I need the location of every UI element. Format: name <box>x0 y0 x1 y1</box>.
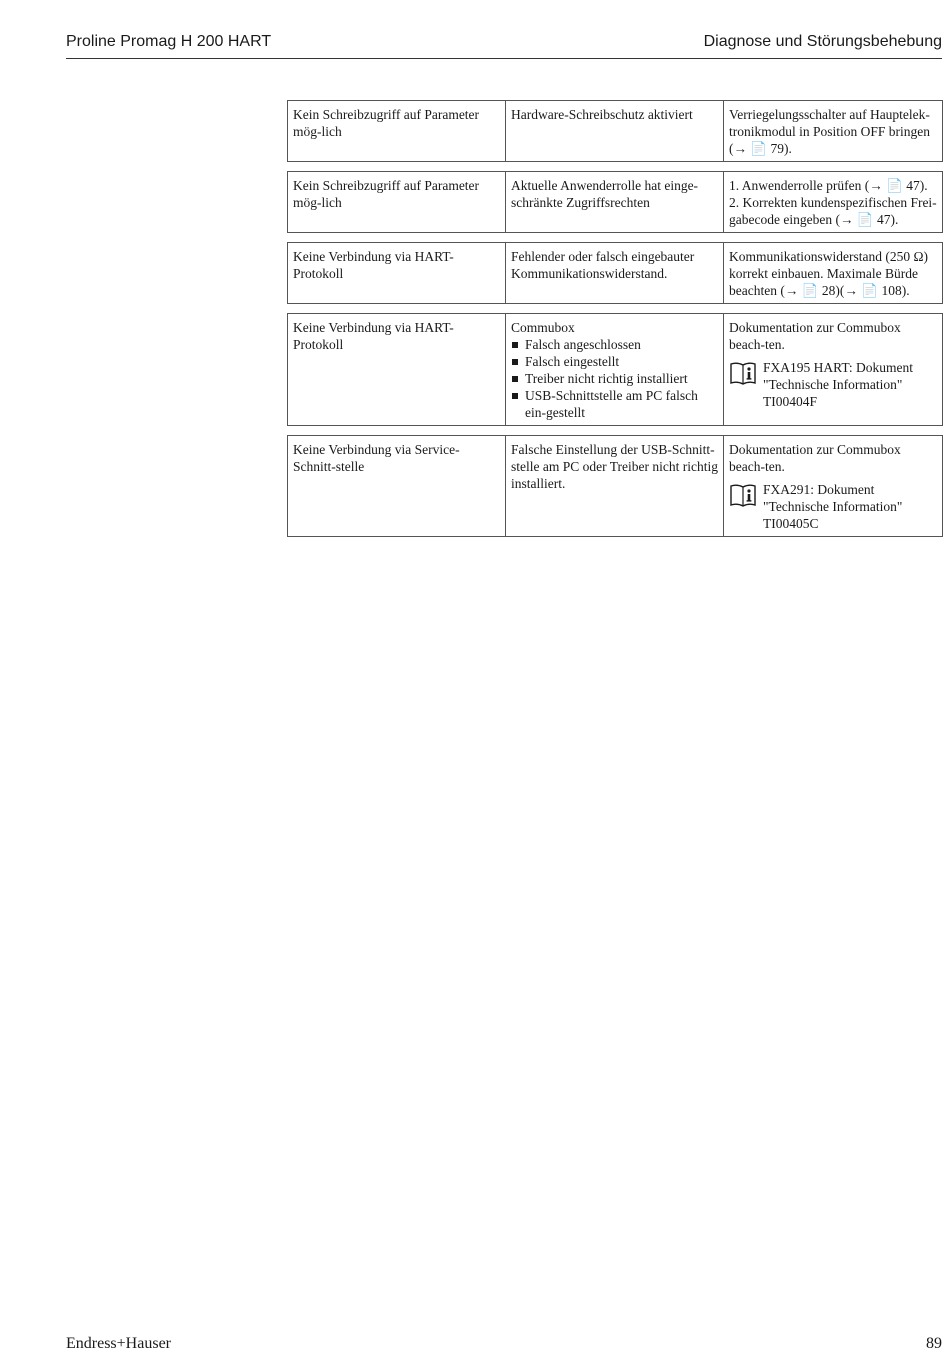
document-reference <box>729 359 937 410</box>
cause-cell: Aktuelle Anwenderrolle hat einge-schränkte Zugriffsrechten <box>506 172 724 233</box>
remedy-line: Verriegelungsschalter auf Hauptelek- <box>729 107 930 122</box>
remedy-line: Kommunikationswiderstand (250 Ω) <box>729 249 929 264</box>
error-cell: Keine Verbindung via HART-Protokoll <box>288 314 506 426</box>
remedy-line: gabecode eingeben (→ 📄 47). <box>729 212 899 227</box>
troubleshooting-row <box>287 313 943 426</box>
cause-cell: Fehlender oder falsch eingebauter Kommunikationswiderstand. <box>506 243 724 304</box>
remedy-text: Dokumentation zur Commubox beach-ten. <box>729 442 901 474</box>
remedy-line: tronikmodul in Position OFF bringen <box>729 124 931 139</box>
document-reference-text: FXA195 HART: Dokument "Technische Information" TI00404F <box>763 360 914 409</box>
book-info-icon <box>729 482 757 512</box>
cause-cell: Falsche Einstellung der USB-Schnitt-stelle am PC oder Treiber nicht richtig installiert. <box>506 436 724 537</box>
cause-list-item: USB-Schnittstelle am PC falsch ein-gestellt <box>511 387 718 421</box>
error-cell: Kein Schreibzugriff auf Parameter mög-lich <box>288 172 506 233</box>
cause-title: Commubox <box>511 320 575 335</box>
remedy-line: (→ 📄 79). <box>729 141 792 156</box>
footer-company-name: Endress+Hauser <box>66 1335 171 1352</box>
troubleshooting-tables <box>287 100 942 546</box>
cause-list <box>511 336 718 421</box>
remedy-text: Dokumentation zur Commubox beach-ten. <box>729 320 901 352</box>
error-cell: Keine Verbindung via HART-Protokoll <box>288 243 506 304</box>
troubleshooting-row <box>287 435 943 537</box>
cause-cell: Hardware-Schreibschutz aktiviert <box>506 101 724 162</box>
troubleshooting-row <box>287 171 943 233</box>
header-product-title: Proline Promag H 200 HART <box>66 33 272 50</box>
remedy-line: beachten (→ 📄 28)(→ 📄 108). <box>729 283 910 298</box>
troubleshooting-row <box>287 242 943 304</box>
error-cell: Kein Schreibzugriff auf Parameter mög-lich <box>288 101 506 162</box>
book-info-icon <box>729 360 757 390</box>
cause-cell <box>506 314 724 426</box>
page-header <box>66 30 942 59</box>
troubleshooting-row <box>287 100 943 162</box>
remedy-cell <box>724 172 943 233</box>
error-cell: Keine Verbindung via Service-Schnitt-stelle <box>288 436 506 537</box>
remedy-cell <box>724 436 943 537</box>
document-reference <box>729 481 937 532</box>
cause-list-item: Falsch angeschlossen <box>511 336 718 353</box>
header-section-title: Diagnose und Störungsbehebung <box>703 33 942 50</box>
remedy-line: 2. Korrekten kundenspezifischen Frei- <box>729 195 937 210</box>
remedy-cell <box>724 243 943 304</box>
remedy-cell <box>724 101 943 162</box>
remedy-line: 1. Anwenderrolle prüfen (→ 📄 47). <box>729 178 928 193</box>
remedy-cell <box>724 314 943 426</box>
cause-list-item: Treiber nicht richtig installiert <box>511 370 718 387</box>
remedy-line: korrekt einbauen. Maximale Bürde <box>729 266 918 281</box>
document-reference-text: FXA291: Dokument "Technische Information" TI00405C <box>763 482 903 531</box>
cause-list-item: Falsch eingestellt <box>511 353 718 370</box>
page-number: 89 <box>926 1335 942 1352</box>
